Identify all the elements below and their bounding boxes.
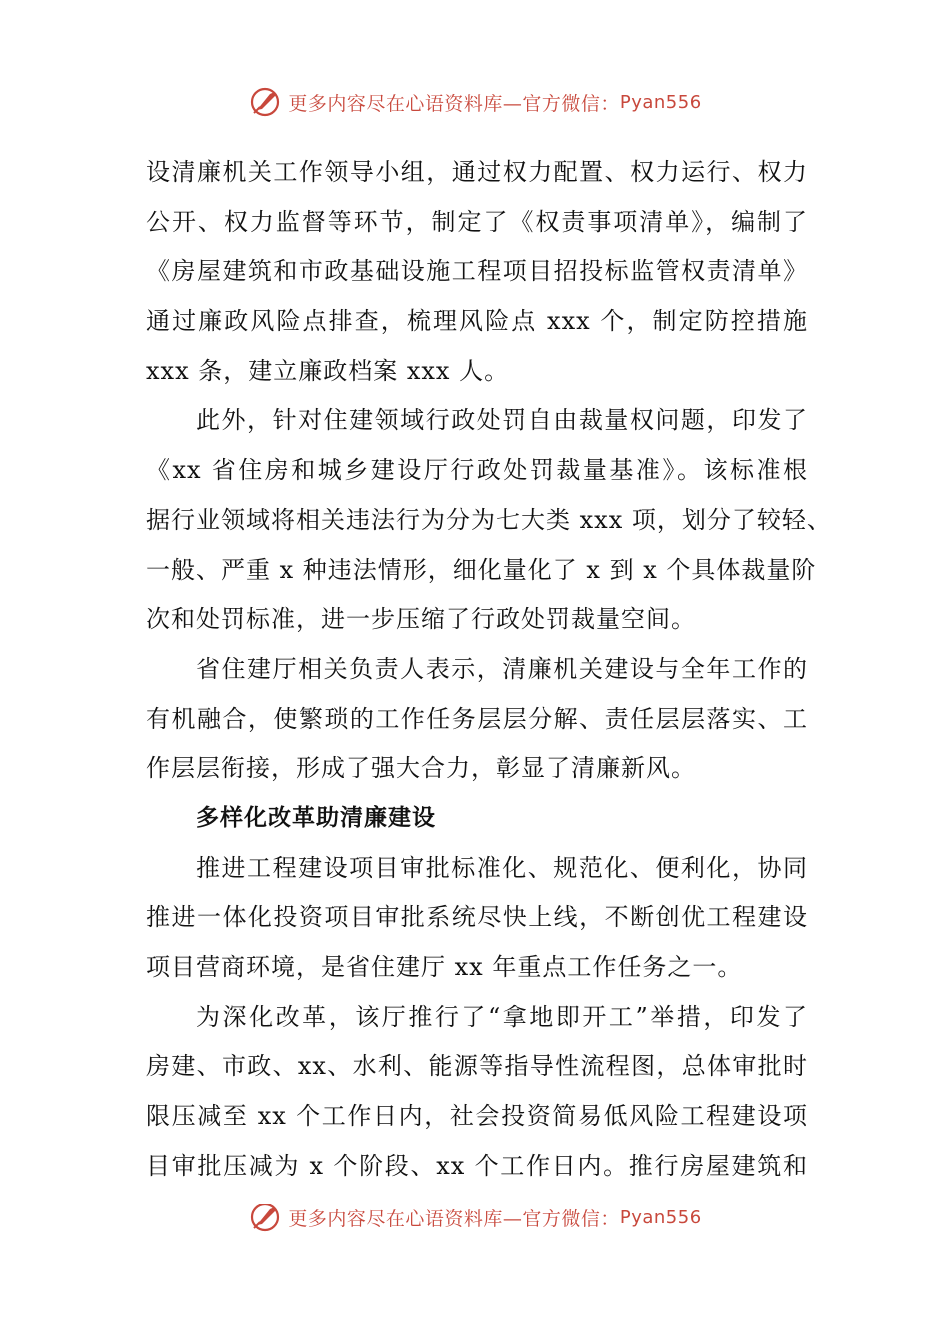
text-line: 为深化改革，该厅推行了“拿地即开工”举措，印发了 [196, 1002, 808, 1031]
text-line: 项目营商环境，是省住建厅 xx 年重点工作任务之一。 [146, 953, 743, 981]
text-line: 推进工程建设项目审批标准化、规范化、便利化，协同 [196, 853, 808, 882]
paragraph-5 [146, 993, 808, 1192]
text-line: 通过廉政风险点排查，梳理风险点 xxx 个，制定防控措施 [146, 307, 808, 336]
document-body [146, 148, 832, 1191]
watermark-text-cn: 更多内容尽在心语资料库—官方微信： [288, 1207, 620, 1230]
quill-pen-logo-icon [248, 85, 282, 119]
text-line: 目审批压减为 x 个阶段、xx 个工作日内。推行房屋建筑和 [146, 1151, 808, 1180]
watermark-text-cn: 更多内容尽在心语资料库—官方微信： [288, 92, 620, 115]
text-line: 限压减至 xx 个工作日内，社会投资简易低风险工程建设项 [146, 1102, 808, 1131]
text-line: 省住建厅相关负责人表示，清廉机关建设与全年工作的 [196, 654, 808, 683]
text-line: 设清廉机关工作领导小组，通过权力配置、权力运行、权力 [146, 158, 808, 186]
text-line: xxx 条，建立廉政档案 xxx 人。 [146, 356, 510, 385]
paragraph-3 [146, 645, 808, 794]
text-line: 作层层衔接，形成了强大合力，彰显了清廉新风。 [146, 754, 696, 783]
text-line: 一般、严重 x 种违法情形，细化量化了 x 到 x 个具体裁量阶 [146, 555, 817, 584]
text-line: 公开、权力监督等环节，制定了《权责事项清单》，编制了 [146, 207, 808, 236]
text-line: 《房屋建筑和市政基础设施工程项目招投标监管权责清单》 [146, 257, 808, 286]
text-line: 据行业领域将相关违法行为分为七大类 xxx 项，划分了较轻、 [146, 505, 832, 534]
section-heading: 多样化改革助清廉建设 [196, 804, 436, 831]
text-line: 此外，针对住建领域行政处罚自由裁量权问题，印发了 [196, 406, 808, 435]
text-line: 有机融合，使繁琐的工作任务层层分解、责任层层落实、工 [146, 704, 808, 733]
text-line: 次和处罚标准，进一步压缩了行政处罚裁量空间。 [146, 605, 696, 634]
quill-pen-logo-icon [248, 1204, 282, 1234]
watermark-text-en: Pyan556 [619, 1206, 702, 1228]
footer-watermark [0, 1204, 950, 1238]
text-line: 推进一体化投资项目审批系统尽快上线，不断创优工程建设 [146, 903, 808, 932]
text-line: 房建、市政、xx、水利、能源等指导性流程图，总体审批时 [146, 1052, 808, 1081]
paragraph-2 [146, 396, 832, 644]
paragraph-4 [146, 844, 808, 993]
paragraph-1 [146, 148, 808, 396]
header-watermark [0, 82, 950, 122]
watermark-text-en: Pyan556 [619, 91, 702, 113]
text-line: 《xx 省住房和城乡建设厅行政处罚裁量基准》。该标准根 [146, 456, 808, 485]
